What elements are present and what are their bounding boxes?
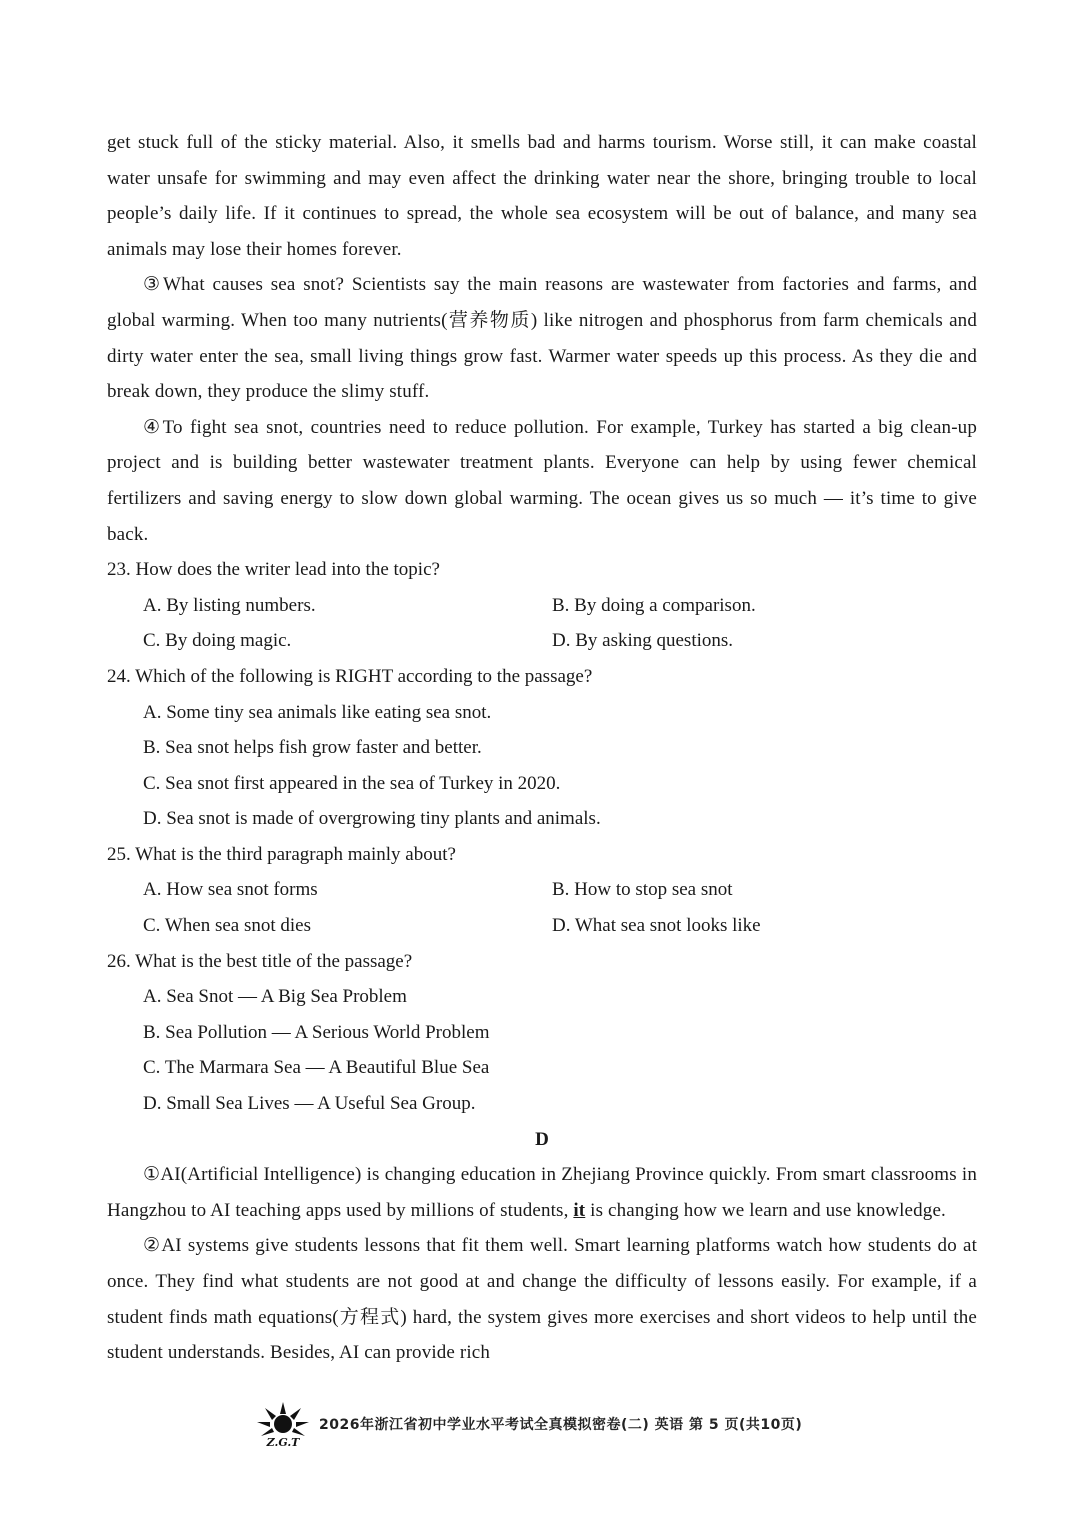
passage-d-title: D bbox=[535, 1128, 549, 1150]
passage-c-paragraph-3: ③What causes sea snot? Scientists say the main reasons are wastewater from factories and farms, and global warming. When too many nutrients(营养物质) like nitrogen and phosphorus from farm chemicals and dirty water enter the sea, small living things grow fast. Warmer water speeds up this process. As they die and break down, they produce the slimy stuff. bbox=[107, 274, 977, 403]
question-25 bbox=[107, 837, 977, 944]
passage-c-paragraph-2-continued: get stuck full of the sticky material. Also, it smells bad and harms tourism. Worse still, it can make coastal water unsafe for swimming and may even affect the drinking water near the shore, bringing trouble to local people’s daily life. If it continues to spread, the whole sea ecosystem will be out of balance, and many sea animals may lose their homes forever. bbox=[107, 132, 977, 260]
question-stem: 25. What is the third paragraph mainly about? bbox=[107, 843, 456, 865]
logo-lettering: Z.G.T bbox=[266, 1436, 300, 1448]
option-a: A. By listing numbers. bbox=[143, 594, 316, 616]
option-d: D. By asking questions. bbox=[552, 630, 734, 652]
question-stem: 23. How does the writer lead into the topic? bbox=[107, 559, 440, 581]
question-23 bbox=[107, 552, 977, 659]
page-footer bbox=[255, 1400, 855, 1448]
passage-d-paragraph-2: ②AI systems give students lessons that fit them well. Smart learning platforms watch how students do at once. They find what students are not good at and change the difficulty of lessons easily. For example, if a student finds math equations(方程式) hard, the system gives more exercises and short videos to help until the student understands. Besides, AI can provide rich bbox=[107, 1235, 977, 1364]
option-d: D. What sea snot looks like bbox=[552, 915, 761, 937]
question-24 bbox=[107, 659, 977, 837]
option-a: A. Some tiny sea animals like eating sea snot. bbox=[143, 701, 492, 723]
option-b: B. Sea snot helps fish grow faster and better. bbox=[143, 737, 482, 759]
option-c: C. By doing magic. bbox=[143, 630, 292, 652]
question-stem: 24. Which of the following is RIGHT according to the passage? bbox=[107, 665, 593, 687]
passage-d-paragraph-1 bbox=[107, 1157, 977, 1228]
underlined-word: it bbox=[573, 1199, 586, 1221]
question-26 bbox=[107, 944, 977, 1122]
publisher-logo bbox=[255, 1400, 311, 1448]
option-d: D. Small Sea Lives — A Useful Sea Group. bbox=[143, 1093, 476, 1115]
option-c: C. When sea snot dies bbox=[143, 915, 311, 937]
paragraph-text: ①AI(Artificial Intelligence) is changing education in Zhejiang Province quickly. From smart classrooms in Hangzhou to AI teaching apps used by millions of students, bbox=[107, 1164, 977, 1221]
exam-page bbox=[107, 125, 977, 1371]
option-a: A. Sea Snot — A Big Sea Problem bbox=[143, 986, 407, 1008]
question-stem: 26. What is the best title of the passage? bbox=[107, 950, 413, 972]
option-c: C. The Marmara Sea — A Beautiful Blue Sea bbox=[143, 1057, 490, 1079]
option-c: C. Sea snot first appeared in the sea of Turkey in 2020. bbox=[143, 772, 561, 794]
paragraph-text: is changing how we learn and use knowledge. bbox=[585, 1199, 946, 1221]
footer-page-info: 2026年浙江省初中学业水平考试全真模拟密卷(二) 英语 第 5 页(共10页) bbox=[319, 1417, 803, 1433]
passage-c-paragraph-4: ④To fight sea snot, countries need to reduce pollution. For example, Turkey has started a big clean-up project and is building better wastewater treatment plants. Everyone can help by using fewer chemical fertilizers and saving energy to slow down global warming. The ocean gives us so much — it’s time to give back. bbox=[107, 416, 977, 545]
option-b: B. Sea Pollution — A Serious World Problem bbox=[143, 1021, 490, 1043]
option-b: B. How to stop sea snot bbox=[552, 879, 733, 901]
option-b: B. By doing a comparison. bbox=[552, 594, 756, 616]
option-a: A. How sea snot forms bbox=[143, 879, 318, 901]
option-d: D. Sea snot is made of overgrowing tiny plants and animals. bbox=[143, 808, 601, 830]
sunburst-icon bbox=[255, 1400, 311, 1448]
